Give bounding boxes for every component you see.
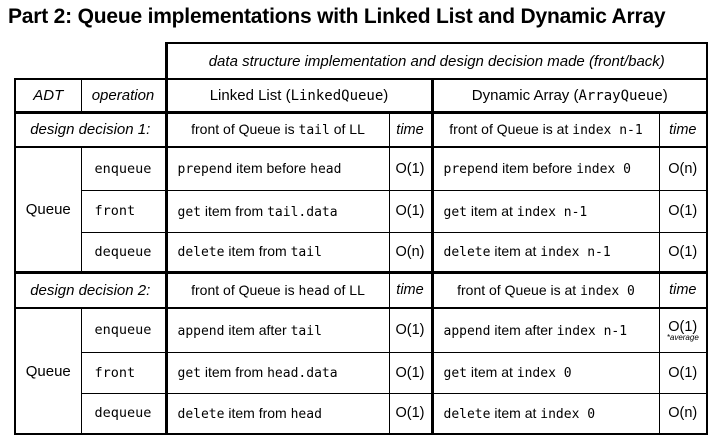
ll-time-cell: O(1)	[389, 393, 432, 434]
table-row	[15, 112, 707, 147]
da-time-cell: O(1)	[659, 232, 707, 272]
code-text: head.data	[267, 366, 338, 381]
dd2-da-time-header: time	[659, 272, 707, 308]
plain-text: front of Queue is	[191, 121, 299, 138]
table-row	[15, 272, 707, 308]
col-header-dynamic-array	[432, 79, 707, 112]
code-text: index 0	[540, 406, 596, 422]
code-text: append	[443, 323, 491, 339]
plain-text: of LL	[329, 121, 365, 138]
code-text: ArrayQueue	[578, 87, 663, 104]
code-text: delete	[443, 245, 491, 260]
ll-description-cell	[166, 232, 389, 272]
code-text: index n-1	[540, 245, 611, 260]
dd2-dynamic-array-decision	[432, 272, 659, 308]
plain-text: )	[662, 86, 668, 104]
plain-text: front of Queue is at	[457, 281, 581, 298]
dd1-dynamic-array-decision	[432, 112, 659, 147]
plain-text: item at	[466, 364, 517, 380]
table-row	[15, 43, 707, 79]
table-row	[15, 79, 707, 112]
ll-time-cell: O(n)	[389, 232, 432, 272]
code-text: delete	[443, 406, 491, 422]
da-time-cell: O(n)	[659, 393, 707, 434]
plain-text: item from	[224, 404, 291, 421]
code-text: index 0	[576, 162, 631, 178]
plain-text: item before	[498, 160, 577, 177]
table-row	[15, 393, 707, 434]
ll-time-cell: O(1)	[389, 308, 432, 352]
da-description-cell	[432, 190, 659, 232]
code-text: index 0	[516, 366, 572, 381]
ll-description-cell	[166, 393, 389, 434]
plain-text: item before	[232, 160, 311, 177]
code-text: head	[298, 283, 330, 299]
code-text: append	[177, 323, 225, 339]
code-text: get	[443, 204, 467, 220]
da-description-cell	[432, 232, 659, 272]
da-time-cell	[659, 308, 707, 352]
plain-text: front of Queue is at	[449, 121, 573, 138]
da-description-cell	[432, 393, 659, 434]
operation-cell: enqueue	[81, 308, 166, 352]
ll-description-cell	[166, 190, 389, 232]
da-time-cell: O(1)	[659, 190, 707, 232]
plain-text: item after	[490, 321, 557, 338]
da-description-cell	[432, 147, 659, 190]
adt-queue-label-2: Queue	[15, 308, 81, 434]
ll-time-cell: O(1)	[389, 147, 432, 190]
operation-cell: front	[81, 352, 166, 393]
ll-description-cell	[166, 308, 389, 352]
table-row	[15, 147, 707, 190]
plain-text: item after	[224, 321, 291, 338]
col-header-adt: ADT	[15, 79, 81, 112]
plain-text: Linked List (	[209, 86, 291, 104]
plain-text: item at	[466, 202, 517, 219]
code-text: delete	[177, 245, 225, 260]
code-text: head	[310, 162, 342, 178]
ll-time-cell: O(1)	[389, 352, 432, 393]
dd1-linked-list-decision	[166, 112, 389, 147]
code-text: prepend	[443, 162, 499, 178]
plain-text: item from	[200, 202, 268, 219]
code-text: get	[177, 204, 201, 220]
code-text: index 0	[580, 283, 635, 299]
table-row	[15, 232, 707, 272]
average-footnote: *average	[666, 332, 699, 342]
code-text: tail	[298, 123, 330, 139]
design-decision-1-label: design decision 1:	[15, 112, 166, 147]
code-text: tail.data	[267, 204, 338, 220]
dd2-linked-list-decision	[166, 272, 389, 308]
table-row	[15, 352, 707, 393]
code-text: index n-1	[516, 204, 588, 220]
blank-corner-cell	[15, 43, 166, 79]
adt-queue-label-1: Queue	[15, 147, 81, 272]
dd2-ll-time-header: time	[389, 272, 432, 308]
plain-text: front of Queue is	[191, 281, 299, 298]
plain-text: item at	[490, 243, 541, 259]
code-text: delete	[177, 406, 225, 422]
da-time-cell: O(n)	[659, 147, 707, 190]
table-row	[15, 308, 707, 352]
plain-text: )	[383, 86, 389, 104]
code-text: get	[177, 366, 201, 381]
operation-cell: dequeue	[81, 393, 166, 434]
da-time-value: O(1)	[668, 318, 698, 335]
code-text: index n-1	[556, 323, 628, 339]
ll-description-cell	[166, 147, 389, 190]
da-time-cell: O(1)	[659, 352, 707, 393]
operation-cell: enqueue	[81, 147, 166, 190]
code-text: prepend	[177, 162, 233, 178]
plain-text: Dynamic Array (	[471, 86, 579, 104]
queue-implementations-table	[14, 42, 708, 435]
page-title: Part 2: Queue implementations with Linked List and Dynamic Array	[8, 5, 666, 28]
col-header-linked-list	[166, 79, 432, 112]
plain-text: item at	[490, 404, 541, 421]
da-description-cell	[432, 352, 659, 393]
col-header-operation: operation	[81, 79, 166, 112]
code-text: tail	[290, 323, 322, 339]
dd1-ll-time-header: time	[389, 112, 432, 147]
top-header-cell: data structure implementation and design decision made (front/back)	[166, 43, 707, 79]
plain-text: item from	[200, 364, 268, 380]
da-description-cell	[432, 308, 659, 352]
operation-cell: front	[81, 190, 166, 232]
dd1-da-time-header: time	[659, 112, 707, 147]
code-text: tail	[290, 245, 322, 260]
code-text: index n-1	[572, 123, 643, 139]
ll-time-cell: O(1)	[389, 190, 432, 232]
ll-description-cell	[166, 352, 389, 393]
table-row	[15, 190, 707, 232]
plain-text: item from	[224, 243, 291, 259]
plain-text: of LL	[329, 281, 365, 298]
code-text: get	[443, 366, 467, 381]
code-text: head	[290, 406, 322, 422]
code-text: LinkedQueue	[290, 87, 384, 104]
operation-cell: dequeue	[81, 232, 166, 272]
design-decision-2-label: design decision 2:	[15, 272, 166, 308]
